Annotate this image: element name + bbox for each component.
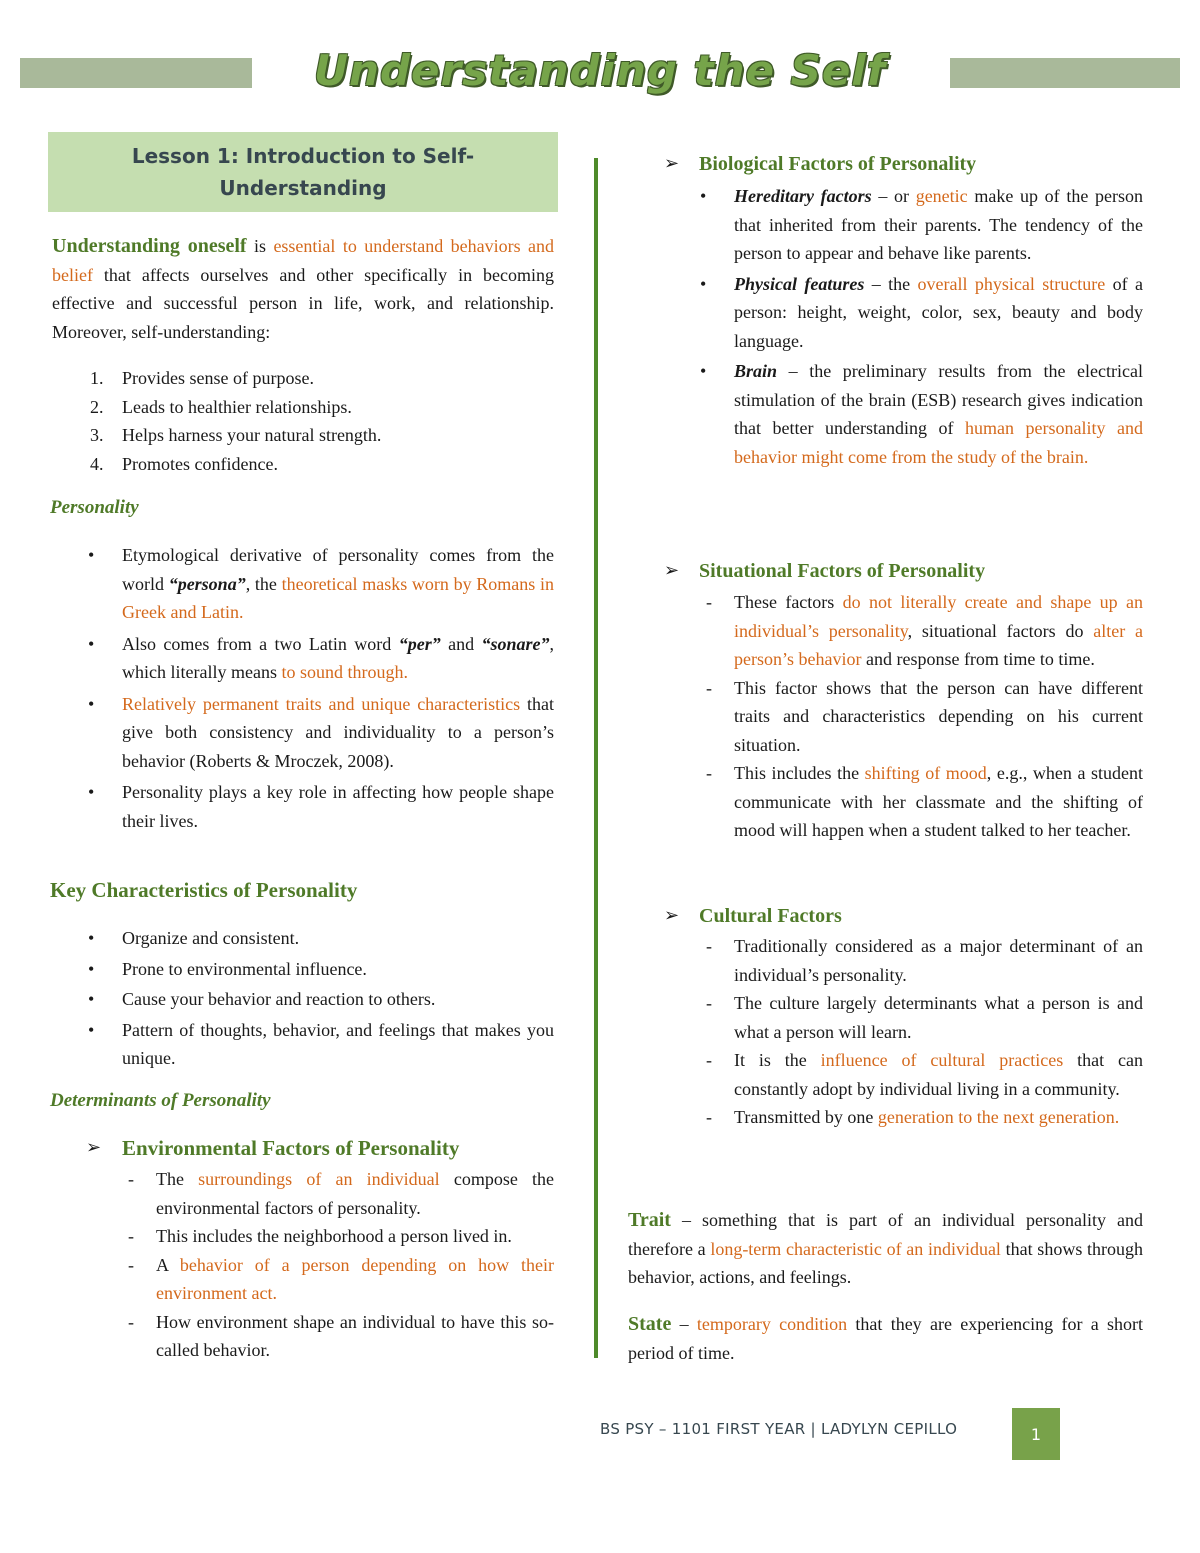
text: This includes the bbox=[734, 763, 865, 783]
text: , which literally means bbox=[122, 633, 554, 682]
list-number: 4. bbox=[90, 453, 104, 474]
list-item bbox=[50, 541, 554, 627]
list-item bbox=[52, 393, 554, 422]
text: , the bbox=[245, 573, 282, 594]
text: and response from time to time. bbox=[861, 649, 1095, 669]
page-number: 1 bbox=[1012, 1408, 1060, 1460]
text: Pattern of thoughts, behavior, and feelings that makes you unique. bbox=[122, 1019, 554, 1068]
lesson-title-box bbox=[48, 132, 558, 212]
term: Hereditary factors bbox=[734, 186, 872, 206]
list-number: 2. bbox=[90, 396, 104, 417]
text: Prone to environmental influence. bbox=[122, 958, 367, 979]
list-item bbox=[156, 1251, 554, 1308]
text: These factors bbox=[734, 592, 843, 612]
text: Transmitted by one bbox=[734, 1107, 878, 1127]
highlight: theoretical masks worn by Romans in Greek and Latin. bbox=[122, 573, 554, 622]
highlight: surroundings of an individual bbox=[198, 1169, 440, 1189]
text: compose the environmental factors of personality. bbox=[156, 1169, 554, 1218]
text: The bbox=[156, 1169, 199, 1189]
list-item bbox=[734, 674, 1143, 760]
highlight: long-term characteristic of an individual bbox=[710, 1238, 1001, 1259]
text: that can constantly adopt by individual living in a community. bbox=[734, 1050, 1143, 1099]
text: , situational factors do bbox=[907, 620, 1094, 641]
list-item bbox=[156, 1308, 554, 1365]
footer-text: BS PSY – 1101 FIRST YEAR | LADYLYN CEPILLO bbox=[600, 1420, 958, 1438]
key-characteristics-heading: Key Characteristics of Personality bbox=[50, 878, 358, 902]
header-bar-right bbox=[950, 58, 1180, 88]
personality-heading: Personality bbox=[50, 497, 139, 518]
list-item bbox=[50, 924, 554, 953]
text: – the preliminary results from the electrical stimulation of the brain (ESB) research gives indication that better understanding of bbox=[734, 361, 1143, 438]
intro-text-1: is bbox=[246, 236, 274, 256]
term: Physical features bbox=[734, 273, 865, 294]
cultural-factors-heading: Cultural Factors bbox=[699, 905, 842, 927]
state-definition bbox=[628, 1310, 1143, 1367]
text: – bbox=[671, 1314, 697, 1334]
trait-definition bbox=[628, 1206, 1143, 1292]
benefits-list bbox=[52, 364, 554, 478]
list-item bbox=[662, 182, 1143, 268]
list-item bbox=[52, 421, 554, 450]
text: A bbox=[156, 1254, 180, 1275]
intro-text-2: that affects ourselves and other specifically in becoming effective and successful person in life, work, and relationship. Moreover, self-understanding: bbox=[52, 264, 554, 342]
highlight: human personality and behavior might come from the study of the brain. bbox=[734, 418, 1143, 467]
list-item bbox=[662, 357, 1143, 471]
list-item bbox=[50, 690, 554, 776]
list-item bbox=[50, 955, 554, 984]
list-item bbox=[734, 932, 1143, 989]
intro-highlight: essential to understand behaviors and belief bbox=[52, 236, 554, 285]
term: State bbox=[628, 1313, 672, 1335]
text: – something that is part of an individual personality and therefore a bbox=[628, 1210, 1143, 1259]
highlight: alter a person’s behavior bbox=[734, 620, 1144, 669]
highlight: overall physical structure bbox=[917, 273, 1106, 294]
text: How environment shape an individual to have this so-called behavior. bbox=[156, 1311, 554, 1360]
lesson-title: Lesson 1: Introduction to Self-Understanding bbox=[131, 144, 475, 200]
personality-list bbox=[50, 541, 554, 835]
list-text: Provides sense of purpose. bbox=[122, 368, 314, 388]
text: – or bbox=[871, 186, 916, 206]
text: , e.g., when a student communicate with her classmate and the shifting of mood will happen when a student talked to her teacher. bbox=[734, 763, 1144, 840]
highlight: temporary condition bbox=[696, 1314, 848, 1334]
biological-factors-heading: Biological Factors of Personality bbox=[699, 153, 977, 175]
header-bar-left bbox=[20, 58, 252, 88]
term: “persona” bbox=[168, 573, 246, 594]
text: Etymological derivative of personality comes from the world bbox=[122, 545, 554, 594]
highlight: genetic bbox=[915, 186, 968, 206]
arrow-icon: ➢ bbox=[664, 560, 680, 581]
text: Cause your behavior and reaction to others. bbox=[122, 989, 436, 1009]
arrow-icon: ➢ bbox=[664, 905, 680, 926]
key-characteristics-list bbox=[50, 924, 554, 1073]
highlight: influence of cultural practices bbox=[820, 1050, 1064, 1070]
list-text: Promotes confidence. bbox=[122, 453, 278, 474]
list-item bbox=[734, 1046, 1143, 1103]
term: Trait bbox=[628, 1209, 671, 1231]
text: It is the bbox=[734, 1050, 821, 1070]
column-divider bbox=[594, 158, 598, 1358]
text: of a person: height, weight, color, sex, beauty and body language. bbox=[734, 273, 1143, 351]
list-item bbox=[50, 1016, 554, 1073]
text: Organize and consistent. bbox=[122, 928, 300, 948]
list-item bbox=[52, 450, 554, 479]
arrow-icon: ➢ bbox=[86, 1137, 102, 1158]
list-item bbox=[156, 1222, 554, 1251]
list-item bbox=[156, 1165, 554, 1222]
list-item bbox=[734, 989, 1143, 1046]
list-text: Leads to healthier relationships. bbox=[122, 396, 352, 417]
list-item bbox=[734, 1103, 1143, 1132]
text: that shows through behavior, actions, and feelings. bbox=[628, 1238, 1144, 1287]
list-item bbox=[50, 985, 554, 1014]
list-number: 3. bbox=[90, 425, 104, 445]
highlight: do not literally create and shape up an individual’s personality bbox=[734, 592, 1143, 641]
list-item bbox=[662, 270, 1143, 356]
text: and bbox=[440, 633, 482, 654]
list-item bbox=[52, 364, 554, 393]
intro-paragraph bbox=[52, 232, 554, 346]
text: – the bbox=[864, 273, 918, 294]
highlight: Relatively permanent traits and unique characteristics bbox=[122, 693, 521, 714]
list-item bbox=[734, 588, 1143, 674]
text: The culture largely determinants what a person is and what a person will learn. bbox=[734, 993, 1143, 1042]
text: make up of the person that inherited from their parents. The tendency of the person to appear and behave like parents. bbox=[734, 186, 1144, 263]
biological-list bbox=[662, 182, 1143, 471]
determinants-heading: Determinants of Personality bbox=[50, 1090, 271, 1111]
text: This factor shows that the person can have different traits and characteristics depending on his current situation. bbox=[734, 677, 1143, 755]
cultural-list bbox=[734, 932, 1143, 1132]
situational-factors-heading: Situational Factors of Personality bbox=[699, 560, 986, 582]
list-number: 1. bbox=[90, 368, 104, 388]
term: “sonare” bbox=[481, 633, 550, 654]
arrow-icon: ➢ bbox=[664, 153, 680, 174]
text: Traditionally considered as a major determinant of an individual’s personality. bbox=[734, 936, 1143, 985]
environmental-list bbox=[156, 1165, 554, 1365]
list-item bbox=[734, 759, 1143, 845]
term: Brain bbox=[734, 361, 778, 381]
text: This includes the neighborhood a person lived in. bbox=[156, 1226, 512, 1246]
page-title: Understanding the Self bbox=[313, 46, 887, 95]
highlight: generation to the next generation. bbox=[877, 1107, 1120, 1127]
text: that give both consistency and individuality to a person’s behavior (Roberts & Mroczek, 2008). bbox=[122, 693, 554, 771]
situational-list bbox=[734, 588, 1143, 845]
highlight: to sound through. bbox=[281, 662, 408, 682]
term: “per” bbox=[398, 633, 441, 654]
list-item bbox=[50, 630, 554, 687]
environmental-factors-heading: Environmental Factors of Personality bbox=[122, 1136, 460, 1160]
list-item bbox=[50, 778, 554, 835]
text: Also comes from a two Latin word bbox=[122, 633, 399, 654]
highlight: shifting of mood bbox=[864, 763, 987, 783]
text: that they are experiencing for a short period of time. bbox=[628, 1314, 1143, 1363]
list-text: Helps harness your natural strength. bbox=[122, 425, 382, 445]
text: Personality plays a key role in affecting how people shape their lives. bbox=[122, 782, 554, 831]
intro-lead: Understanding oneself bbox=[52, 235, 247, 257]
highlight: behavior of a person depending on how their environment act. bbox=[156, 1254, 554, 1303]
